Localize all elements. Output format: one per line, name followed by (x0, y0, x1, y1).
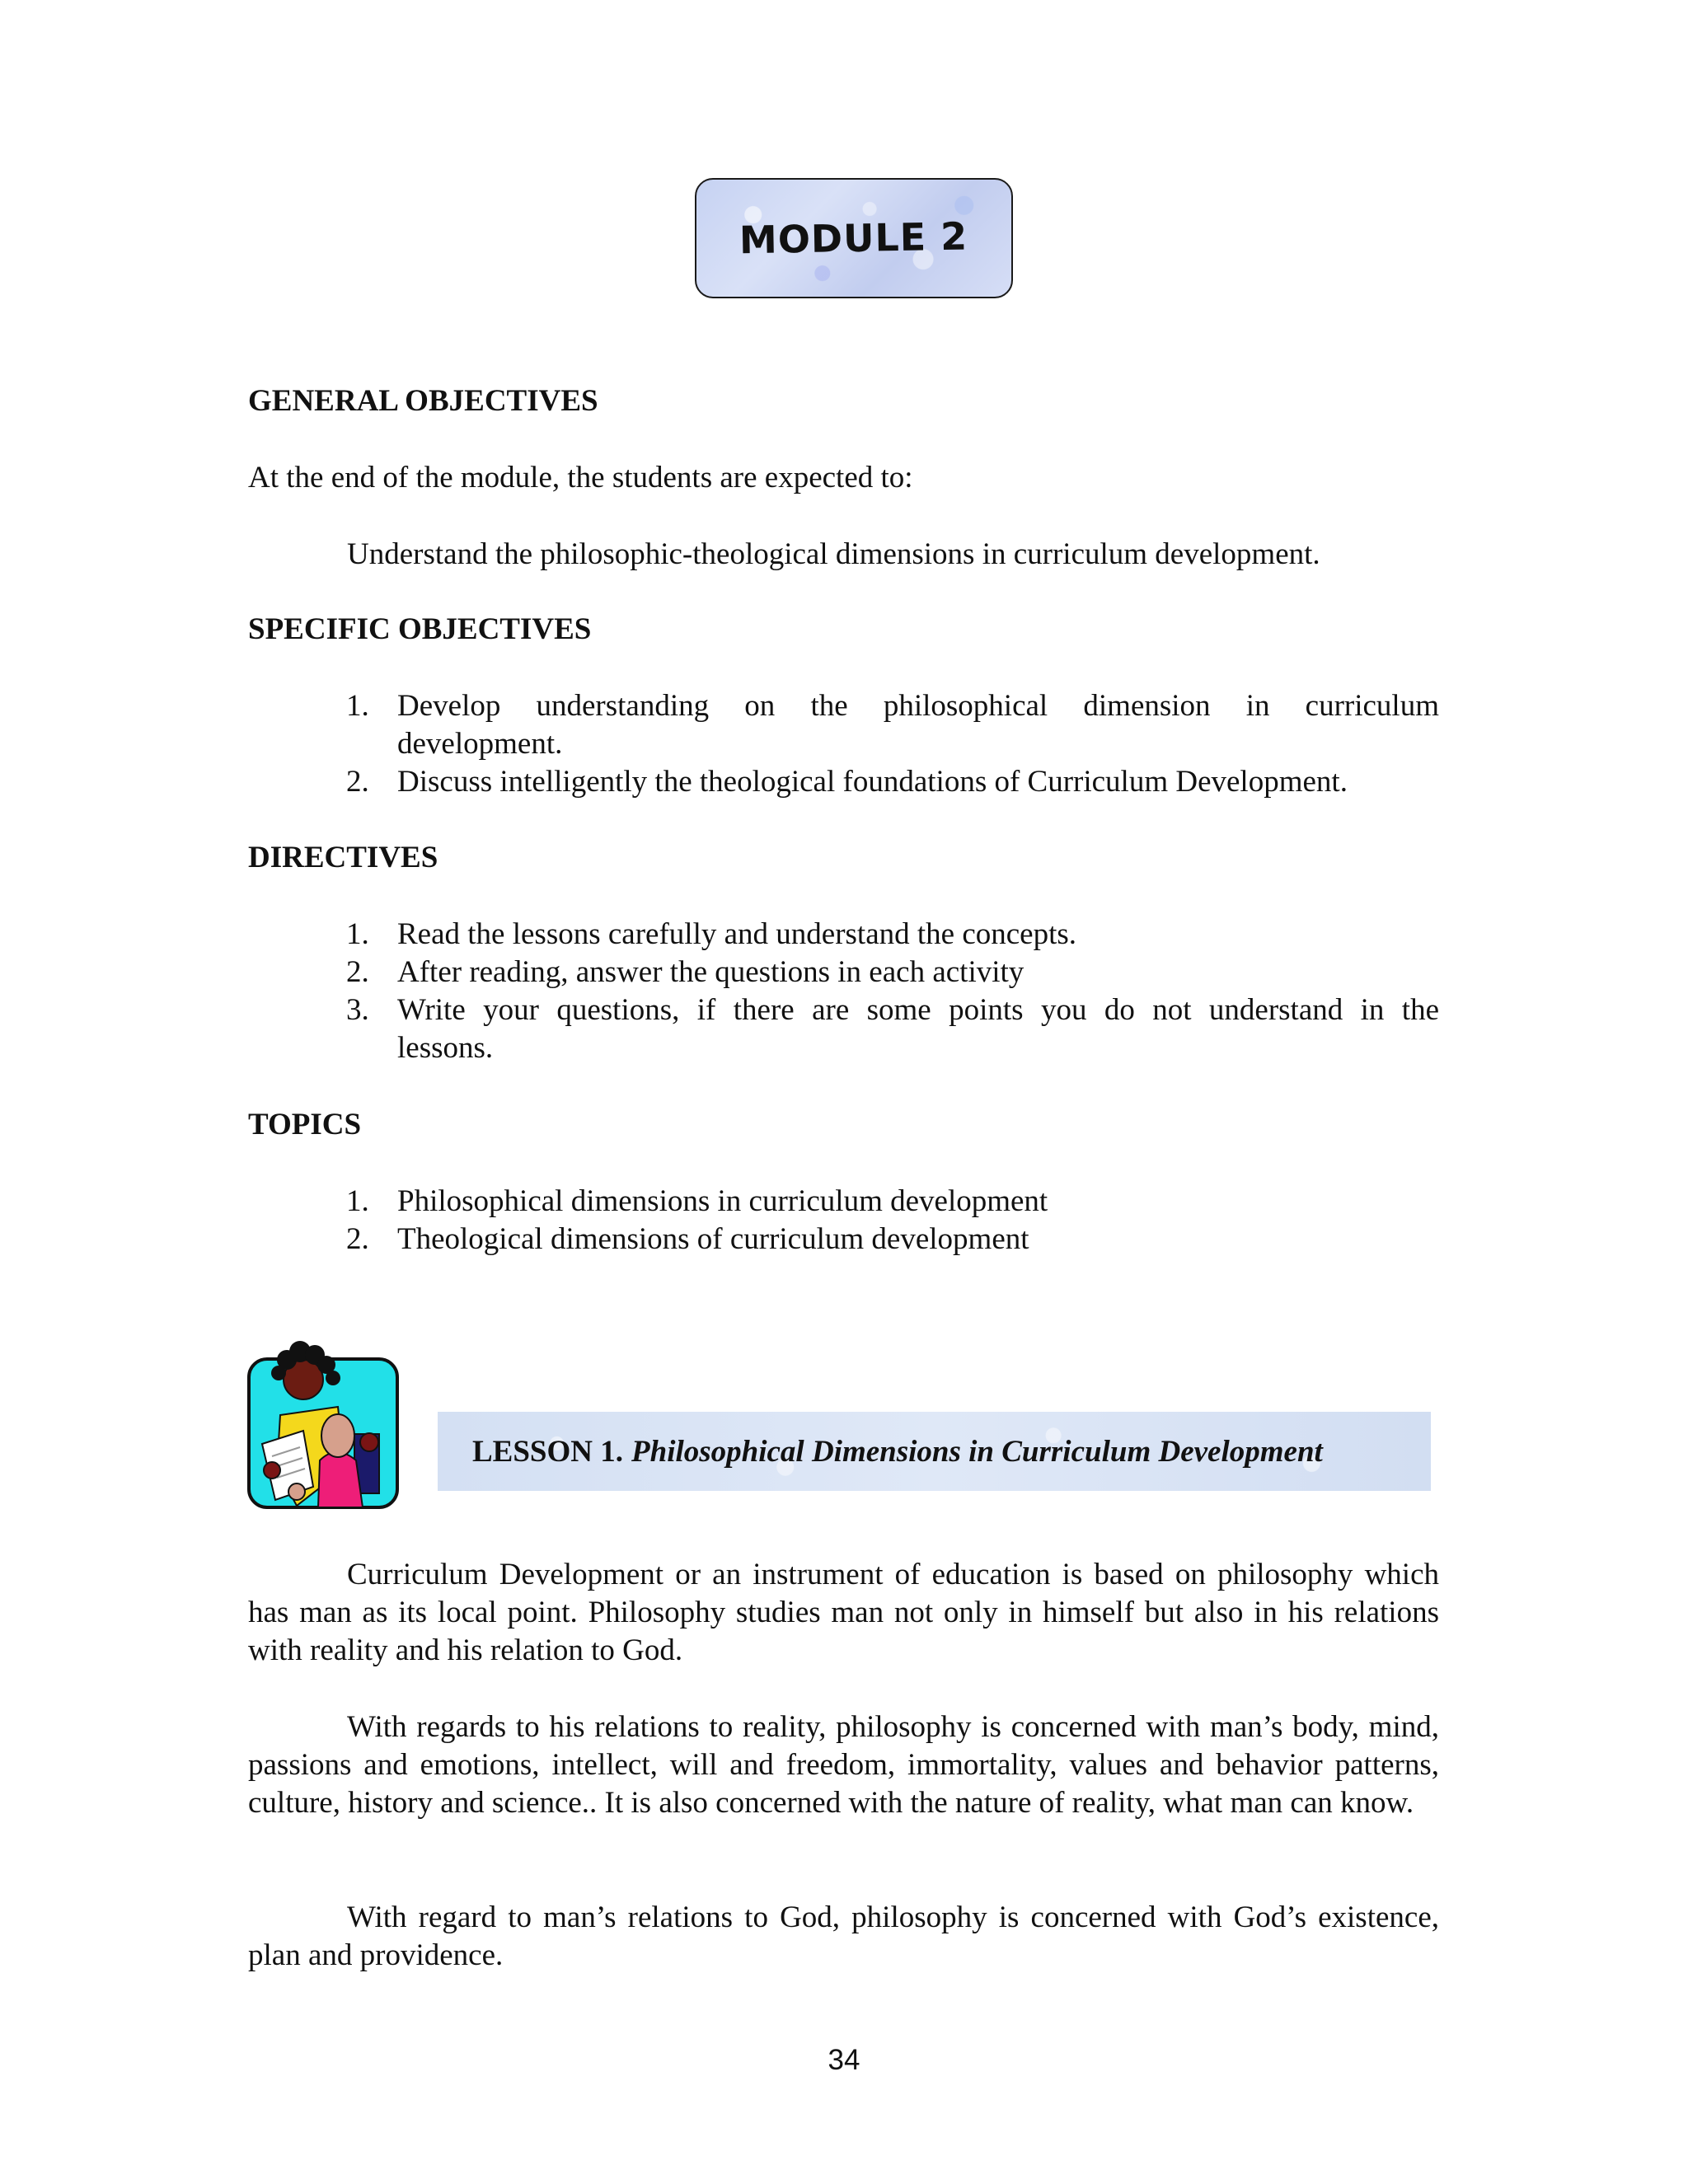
lesson-label: LESSON 1. (472, 1434, 624, 1469)
topics-list (346, 1183, 1439, 1258)
paragraph-text: With regard to man’s relations to God, philosophy is concerned with God’s existence, plan and providence. (248, 1900, 1439, 1972)
list-item-line: Discuss intelligently the theological foundations of Curriculum Development. (397, 765, 1348, 799)
body-paragraph (248, 1899, 1439, 1975)
body-paragraph (248, 1556, 1439, 1670)
list-number: 1. (346, 1184, 369, 1218)
general-objectives-heading: GENERAL OBJECTIVES (248, 384, 598, 418)
list-item (346, 954, 1439, 991)
list-item (346, 1183, 1439, 1221)
list-item (346, 1221, 1439, 1258)
general-objective-item: Understand the philosophic-theological dimensions in curriculum development. (347, 537, 1320, 571)
list-item (346, 763, 1439, 801)
list-item (346, 916, 1439, 954)
module-title: MODULE 2 (738, 213, 969, 263)
list-number: 2. (346, 1222, 369, 1256)
list-number: 2. (346, 955, 369, 989)
list-item-line: Develop understanding on the philosophical dimension in curriculum (397, 689, 1439, 723)
list-item-line: Philosophical dimensions in curriculum development (397, 1184, 1048, 1218)
specific-objectives-heading: SPECIFIC OBJECTIVES (248, 612, 592, 646)
page-number: 34 (828, 2044, 860, 2076)
list-number: 1. (346, 689, 369, 723)
paragraph-text: With regards to his relations to reality, philosophy is concerned with man’s body, mind, passions and emotions, intellect, will and freedom, immortality, values and behavior patterns, culture, history and science.. It is also concerned with the nature of reality, what man can know. (248, 1710, 1439, 1820)
teacher-student-reading-icon (247, 1337, 399, 1510)
list-number: 2. (346, 765, 369, 799)
paragraph-text: Curriculum Development or an instrument of education is based on philosophy which has man as its local point. Philosophy studies man not only in himself but also in his relations with reality and his relation to God. (248, 1558, 1439, 1667)
directives-heading: DIRECTIVES (248, 841, 438, 874)
general-objectives-intro: At the end of the module, the students are expected to: (248, 461, 913, 494)
list-item-line: Read the lessons carefully and understand the concepts. (397, 917, 1077, 951)
lesson-banner (438, 1412, 1431, 1491)
topics-heading: TOPICS (248, 1108, 362, 1141)
lesson-title: Philosophical Dimensions in Curriculum Development (631, 1434, 1323, 1469)
body-paragraph (248, 1708, 1439, 1822)
directives-list (346, 916, 1439, 1067)
list-item-line: development. (397, 727, 563, 761)
list-item (346, 991, 1439, 1067)
specific-objectives-list (346, 687, 1439, 801)
list-item (346, 687, 1439, 763)
module-badge (695, 178, 1013, 298)
list-item-line: After reading, answer the questions in each activity (397, 955, 1025, 989)
list-number: 3. (346, 993, 369, 1027)
list-item-line: Theological dimensions of curriculum development (397, 1222, 1029, 1256)
list-item-line: Write your questions, if there are some points you do not understand in the (397, 993, 1439, 1027)
list-item-line: lessons. (397, 1031, 494, 1065)
list-number: 1. (346, 917, 369, 951)
